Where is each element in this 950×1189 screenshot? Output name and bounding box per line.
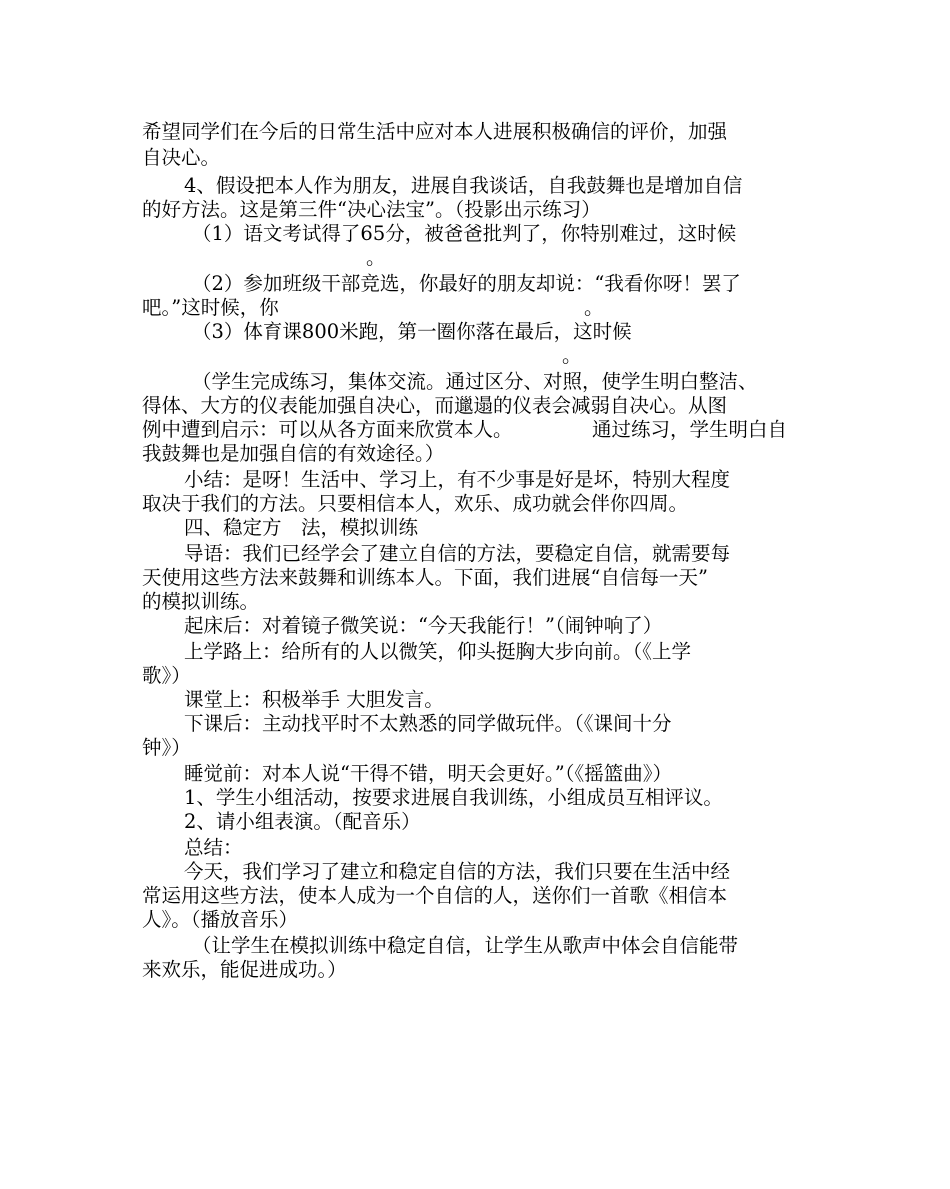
text-line: 天使用这些方法来鼓舞和训练本人。下面，我们进展“自信每一天” xyxy=(142,566,708,589)
text-line: 导语：我们已经学会了建立自信的方法，要稳定自信，就需要每 xyxy=(184,542,731,565)
text-line: 上学路上：给所有的人以微笑，仰头挺胸大步向前。（《上学 xyxy=(184,640,692,663)
text-line: 希望同学们在今后的日常生活中应对本人进展积极确信的评价，加强 xyxy=(142,120,728,143)
text-line: 的模拟训练。 xyxy=(142,590,260,613)
text-line: 的好方法。这是第三件“决心法宝”。（投影出示练习） xyxy=(142,198,601,221)
text-line: 歌》） xyxy=(142,664,191,687)
text-line: 人》。（播放音乐） xyxy=(142,908,299,931)
text-line: 2、请小组表演。（配音乐） xyxy=(184,810,421,833)
text-line: 通过练习，学生明白自 xyxy=(592,418,788,441)
text-line: 吧。”这时候，你 xyxy=(142,296,279,319)
text-line: （学生完成练习，集体交流。通过区分、对照，使学生明白整洁、 xyxy=(192,370,758,393)
text-line: 我鼓舞也是加强自信的有效途径。） xyxy=(142,442,445,465)
text-line: 得体、大方的仪表能加强自决心，而邋遢的仪表会减弱自决心。从图 xyxy=(142,394,728,417)
text-line: 取决于我们的方法。只要相信本人，欢乐、成功就会伴你四周。 xyxy=(142,492,689,515)
text-line: 1、学生小组活动，按要求进展自我训练，小组成员互相评议。 xyxy=(184,786,723,809)
text-line: 课堂上：积极举手 大胆发言。 xyxy=(184,688,444,711)
text-line: 总结： xyxy=(184,836,243,859)
text-line: 来欢乐，能促进成功。） xyxy=(142,958,347,981)
text-line: （让学生在模拟训练中稳定自信，让学生从歌声中体会自信能带 xyxy=(192,934,739,957)
text-line: （2）参加班级干部竞选，你最好的朋友却说：“我看你呀！罢了 xyxy=(192,272,741,295)
text-line: 睡觉前：对本人说“干得不错，明天会更好。”（《摇篮曲》） xyxy=(184,762,672,785)
text-line: （3）体育课800米跑，第一圈你落在最后，这时候 xyxy=(192,320,632,343)
text-line: 自决心。 xyxy=(142,146,221,169)
text-line: 下课后：主动找平时不太熟悉的同学做玩伴。（《课间十分 xyxy=(184,712,672,735)
text-line: 钟》） xyxy=(142,736,191,759)
text-line: 常运用这些方法，使本人成为一个自信的人，送你们一首歌《相信本 xyxy=(142,884,728,907)
text-line: 4、假设把本人作为朋友，进展自我谈话，自我鼓舞也是增加自信 xyxy=(184,174,743,197)
text-line: 小结：是呀！生活中、学习上，有不少事是好是坏，特别大程度 xyxy=(184,468,731,491)
text-line: 。 xyxy=(366,246,386,269)
text-line: 今天，我们学习了建立和稳定自信的方法，我们只要在生活中经 xyxy=(184,860,731,883)
text-line: （1）语文考试得了65分，被爸爸批判了，你特别难过，这时候 xyxy=(192,222,737,245)
text-line: 。 xyxy=(584,296,604,319)
text-line: 起床后：对着镜子微笑说：“今天我能行！”（闹钟响了） xyxy=(184,614,663,637)
section-heading: 四、稳定方 法，模拟训练 xyxy=(184,516,419,539)
text-line: 例中遭到启示：可以从各方面来欣赏本人。 xyxy=(142,418,513,441)
text-line: 。 xyxy=(562,344,582,367)
